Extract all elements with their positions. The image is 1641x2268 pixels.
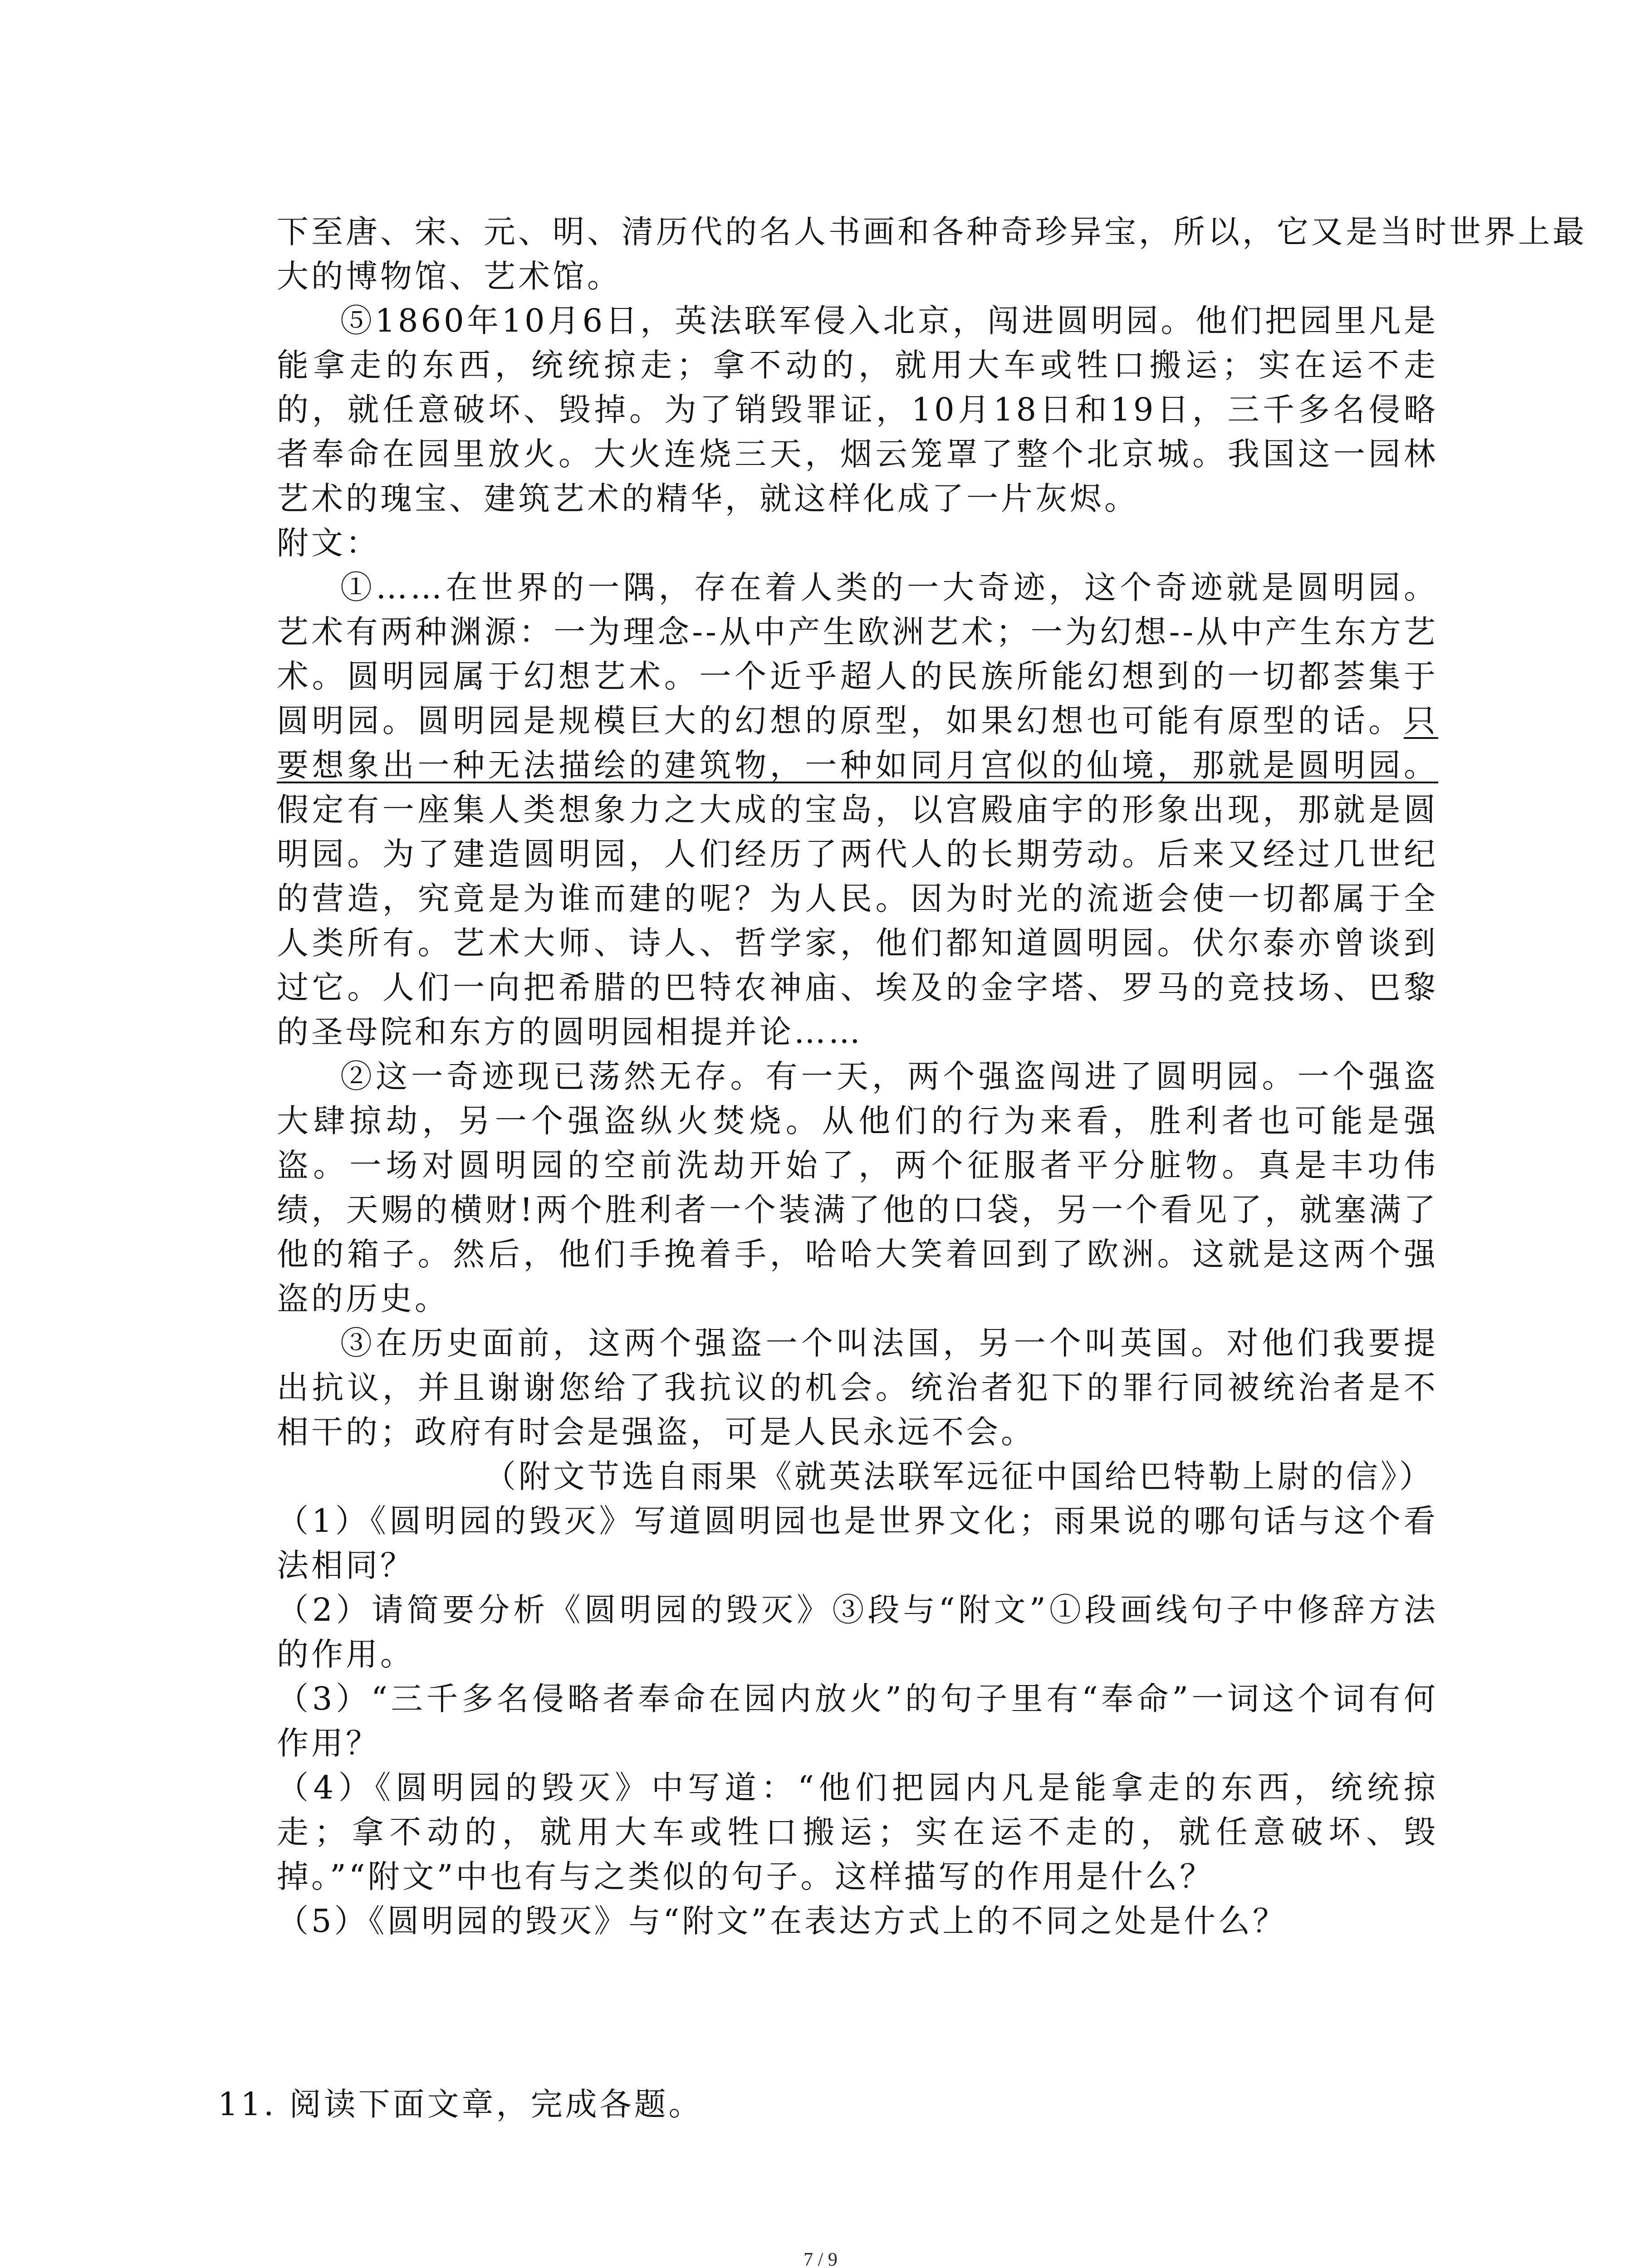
appendix-paragraph-1 — [277, 565, 1438, 1054]
appendix-p1-text-after: 假定有一座集人类想象力之大成的宝岛，以宫殿庙宇的形象出现，那就是圆明园。为了建造圆明园，人们经历了两代人的长期劳动。后来又经过几世纪的营造，究竟是为谁而建的呢？为人民。因为时光的流逝会使一切都属于全人类所有。艺术大师、诗人、哲学家，他们都知道圆明园。伏尔泰亦曾谈到过它。人们一向把希腊的巴特农神庙、埃及的金字塔、罗马的竞技场、巴黎的圣母院和东方的圆明园相提并论…… — [277, 791, 1438, 1051]
question-2: （2）请简要分析《圆明园的毁灭》③段与“附文”①段画线句子中修辞方法的作用。 — [277, 1591, 1438, 1673]
underlined-sentence: 只要想象出一种无法描绘的建筑物，一种如同月宫似的仙境，那就是圆明园。 — [277, 702, 1438, 784]
next-question-heading: 11. 阅读下面文章，完成各题。 — [218, 2086, 703, 2123]
continuation-line-1: 下至唐、宋、元、明、清历代的名人书画和各种奇珍异宝，所以，它又是当时世界上最 — [277, 213, 1587, 250]
paragraph-5: ⑤1860年10月6日，英法联军侵入北京，闯进圆明园。他们把园里凡是能拿走的东西，统统掠走；拿不动的，就用大车或牲口搬运；实在运不走的，就任意破坏、毁掉。为了销毁罪证，10月18日和19日，三千多名侵略者奉命在园里放火。大火连烧三天，烟云笼罩了整个北京城。我国这一园林艺术的瑰宝、建筑艺术的精华，就这样化成了一片灰烬。 — [277, 302, 1438, 517]
question-3: （3）“三千多名侵略者奉命在园内放火”的句子里有“奉命”一词这个词有何作用？ — [277, 1680, 1438, 1762]
reading-passage — [277, 210, 1587, 1943]
continuation-line-2: 大的博物馆、艺术馆。 — [277, 258, 622, 295]
page-number: 7 / 9 — [803, 2249, 838, 2268]
appendix-label: 附文： — [277, 524, 380, 562]
question-4: （4）《圆明园的毁灭》中写道：“他们把园内凡是能拿走的东西，统统掠走；拿不动的，就用大车或牲口搬运；实在运不走的，就任意破坏、毁掉。”“附文”中也有与之类似的句子。这样描写的作用是什么？ — [277, 1769, 1438, 1895]
appendix-p1-text-before: ①……在世界的一隅，存在着人类的一大奇迹，这个奇迹就是圆明园。艺术有两种渊源：一为理念--从中产生欧洲艺术；一为幻想--从中产生东方艺术。圆明园属于幻想艺术。一个近乎超人的民族所能幻想到的一切都荟集于圆明园。圆明园是规模巨大的幻想的原型，如果幻想也可能有原型的话。 — [277, 569, 1438, 739]
appendix-paragraph-3: ③在历史面前，这两个强盗一个叫法国，另一个叫英国。对他们我要提出抗议，并且谢谢您给了我抗议的机会。统治者犯下的罪行同被统治者是不相干的；政府有时会是强盗，可是人民永远不会。 — [277, 1325, 1438, 1451]
appendix-paragraph-2: ②这一奇迹现已荡然无存。有一天，两个强盗闯进了圆明园。一个强盗大肆掠劫，另一个强盗纵火焚烧。从他们的行为来看，胜利者也可能是强盗。一场对圆明园的空前洗劫开始了，两个征服者平分脏物。真是丰功伟绩，天赐的横财!两个胜利者一个装满了他的口袋，另一个看见了，就塞满了他的箱子。然后，他们手挽着手，哈哈大笑着回到了欧洲。这就是这两个强盗的历史。 — [277, 1058, 1438, 1317]
question-5: （5）《圆明园的毁灭》与“附文”在表达方式上的不同之处是什么？ — [277, 1902, 1288, 1940]
appendix-source-note: （附文节选自雨果《就英法联军远征中国给巴特勒上尉的信》） — [484, 1458, 1434, 1495]
question-1: （1）《圆明园的毁灭》写道圆明园也是世界文化；雨果说的哪句话与这个看法相同？ — [277, 1502, 1438, 1584]
